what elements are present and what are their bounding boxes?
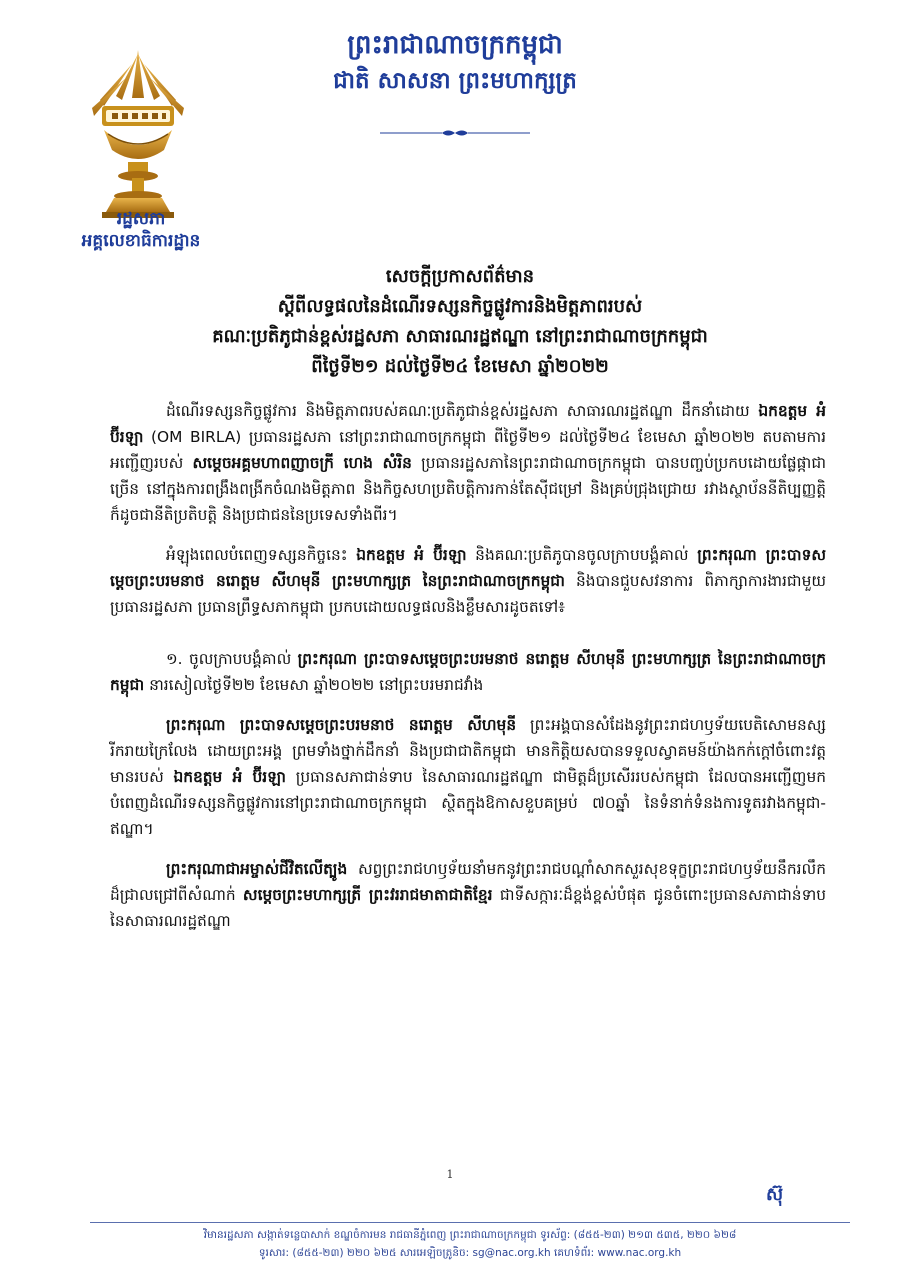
text-span: និងបានជួបសវនាការ ពិភាក្សាការងារជាមួយ ប្រធានរដ្ឋសភា ប្រធានព្រឹទ្ធសភាកម្ពុជា ប្រកបដោយលទ្ធផលនិងខ្លឹមសារដូចតទៅ៖ <box>110 572 826 616</box>
title-line-1: សេចក្តីប្រកាសព័ត៌មាន <box>385 266 535 287</box>
text-span: ដំណើរទស្សនកិច្ចផ្លូវការ និងមិត្តភាពរបស់គណៈប្រតិភូជាន់ខ្ពស់រដ្ឋសភា សាធារណរដ្ឋឥណ្ឌា ដឹកនាំដោយ <box>166 402 759 420</box>
page-number: 1 <box>446 1168 454 1181</box>
footer-contact: ទូរសារ: (៨៥៥-២៣) ២២០ ៦២៥ សារអេឡិចត្រូនិច: sg@nac.org.kh គេហទំព័រ: www.nac.org.kh <box>258 1247 682 1259</box>
document-body <box>110 398 826 948</box>
title-line-2: ស្តីពីលទ្ធផលនៃដំណើរទស្សនកិច្ចផ្លូវការនិងមិត្តភាពរបស់ <box>277 296 643 317</box>
ministry-name: រដ្ឋសភា <box>116 209 166 229</box>
paragraph-4 <box>110 712 826 842</box>
footer <box>80 1226 860 1262</box>
text-span: ១. ចូលក្រាបបង្គំគាល់ <box>166 650 298 668</box>
text-span: នារសៀលថ្ងៃទី២២ ខែមេសា ឆ្នាំ២០២២ នៅព្រះបរមរាជវាំង <box>144 676 484 694</box>
footer-divider <box>90 1222 850 1223</box>
bold-name: សម្តេចព្រះមហាក្សត្រី ព្រះវររាជមាតាជាតិខ្មែរ <box>242 886 493 904</box>
title-line-3: គណៈប្រតិភូជាន់ខ្ពស់រដ្ឋសភា សាធារណរដ្ឋឥណ្ឌា នៅព្រះរាជាណាចក្រកម្ពុជា <box>212 326 708 347</box>
bold-name: ព្រះករុណា ព្រះបាទសម្តេចព្រះបរមនាថ នរោត្តម សីហមុនី <box>166 716 517 734</box>
bold-name: ព្រះករុណាជាអម្ចាស់ជីវិតលើត្បូង <box>166 860 348 878</box>
bold-name: ឯកឧត្តម អំ ប៊ីរឡា <box>356 546 467 564</box>
paragraph-2 <box>110 542 826 620</box>
text-span: អំឡុងពេលបំពេញទស្សនកិច្ចនេះ <box>166 546 357 564</box>
text-span: (OM BIRLA) ប្រធានរដ្ឋសភា នៅព្រះរាជាណាចក្រកម្ពុជា ពីថ្ងៃទី២១ ដល់ថ្ងៃទី២៤ ខែមេសា ឆ្នាំ២០២២ តបតាមការអញ្ជើញរបស់ <box>110 428 826 472</box>
text-span: ប្រធានរដ្ឋសភានៃព្រះរាជាណាចក្រកម្ពុជា បានបញ្ចប់ប្រកបដោយផ្លែផ្កាជាច្រើន នៅក្នុងការពង្រឹងពង្រីកចំណងមិត្តភាព និងកិច្ចសហប្រតិបត្តិការកាន់តែស៊ីជម្រៅ និងគ្រប់ជ្រុងជ្រោយ រវាងស្ថាប័ននីតិប្បញ្ញត្តិ ក៏ដូចជានីតិប្រតិបត្តិ និងប្រជាជននៃប្រទេសទាំងពីរ។ <box>110 454 826 524</box>
document-title <box>110 262 810 382</box>
title-line-4: ពីថ្ងៃទី២១ ដល់ថ្ងៃទី២៤ ខែមេសា ឆ្នាំ២០២២ <box>311 356 609 377</box>
paragraph-5 <box>110 856 826 934</box>
bold-name: ឯកឧត្តម អំ ប៊ីរឡា <box>173 768 286 786</box>
bold-name: ព្រះករុណា ព្រះបាទសម្តេចព្រះបរមនាថ នរោត្តម សីហមុនី ព្រះមហាក្សត្រ នៃព្រះរាជាណាចក្រកម្ពុជា <box>110 546 826 590</box>
kingdom-name: ព្រះរាជាណាចក្រកម្ពុជា <box>347 30 563 60</box>
ministry-block <box>46 208 236 252</box>
footer-address: វិមានរដ្ឋសភា សង្កាត់ទន្លេបាសាក់ ខណ្ឌចំការមន រាជធានីភ្នំពេញ ព្រះរាជាណាចក្រកម្ពុជា ទូរស័ព្ទ: (៨៥៥-២៣) ២១៣ ៥៣៥, ២២០ ៦២៨ <box>203 1229 737 1241</box>
text-span: សព្វព្រះរាជហឫទ័យនាំមកនូវព្រះរាជបណ្តាំសាកសួរសុខទុក្ខព្រះរាជហឫទ័យនឹករលឹកដ៏ជ្រាលជ្រៅពីសំណាក់ <box>110 860 826 904</box>
handwritten-initials: ស៊ុ <box>766 1184 784 1205</box>
department-name: អគ្គលេខាធិការដ្ឋាន <box>81 231 201 251</box>
text-span: ព្រះអង្គបានសំដែងនូវព្រះរាជហឫទ័យបេតិសោមនស្សរីករាយក្រៃលែង ដោយព្រះអង្គ ព្រមទាំងថ្នាក់ដឹកនាំ និងប្រជាជាតិកម្ពុជា មានកិត្តិយសបានទទួលស្វាគមន៍យ៉ាងកក់ក្តៅចំពោះវត្តមានរបស់ <box>110 716 826 786</box>
kingdom-header <box>290 26 620 98</box>
bold-name: ឯកឧត្តម អំ ប៊ីរឡា <box>110 402 826 446</box>
national-motto: ជាតិ សាសនា ព្រះមហាក្សត្រ <box>333 68 577 94</box>
text-span: ជាទីសក្ការៈដ៏ខ្ពង់ខ្ពស់បំផុត ជូនចំពោះប្រធានសភាជាន់ទាបនៃសាធារណរដ្ឋឥណ្ឌា <box>110 886 826 930</box>
bold-name: សម្តេចអគ្គមហាពញាចក្រី ហេង សំរិន <box>192 454 412 472</box>
text-span: និងគណៈប្រតិភូបានចូលក្រាបបង្គំគាល់ <box>466 546 698 564</box>
paragraph-1 <box>110 398 826 528</box>
ornament-divider-icon <box>380 128 530 138</box>
bold-name: ព្រះករុណា ព្រះបាទសម្តេចព្រះបរមនាថ នរោត្តម សីហមុនី ព្រះមហាក្សត្រ នៃព្រះរាជាណាចក្រកម្ពុជា <box>110 650 827 694</box>
text-span: ប្រធានសភាជាន់ទាប នៃសាធារណរដ្ឋឥណ្ឌា ជាមិត្តដ៏ប្រសើររបស់កម្ពុជា ដែលបានអញ្ជើញមកបំពេញដំណើរទស្សនកិច្ចផ្លូវការនៅព្រះរាជាណាចក្រកម្ពុជា ស្ថិតក្នុងឱកាសខួបគម្រប់ ៧០ឆ្នាំ នៃទំនាក់ទំនងការទូតរវាងកម្ពុជា-ឥណ្ឌា។ <box>110 768 827 838</box>
paragraph-3 <box>110 646 826 698</box>
